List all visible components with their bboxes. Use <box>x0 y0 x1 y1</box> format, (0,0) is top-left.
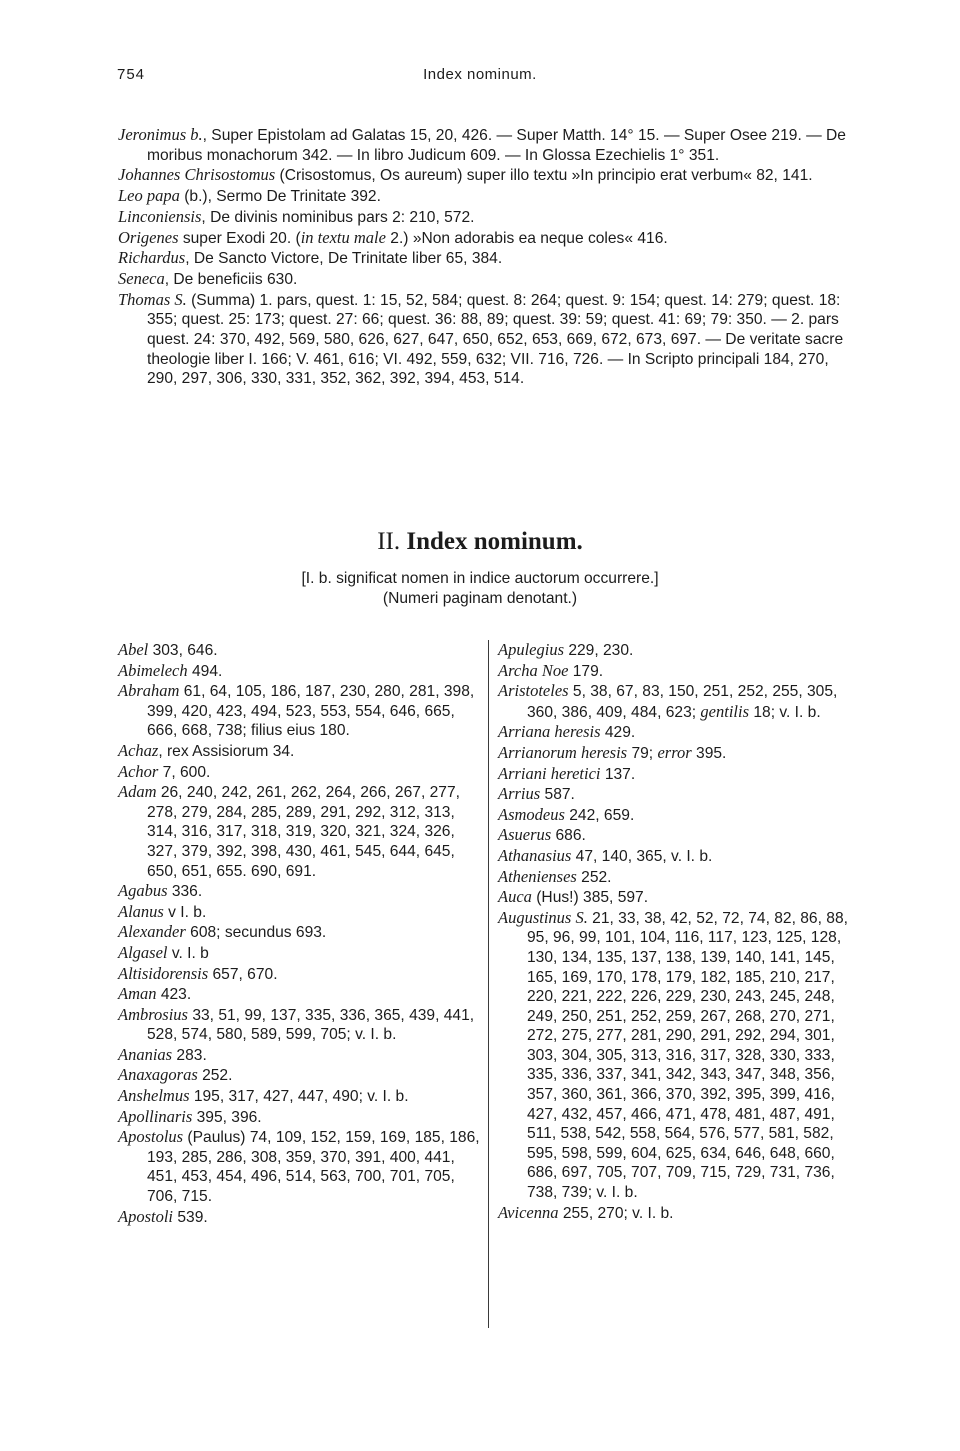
index-entry <box>118 1127 480 1206</box>
index-entry-references: 242, 659. <box>564 806 635 824</box>
index-entry <box>118 902 480 923</box>
section-heading: Index nominum. <box>406 528 583 555</box>
index-entry-name: Auca <box>498 887 532 907</box>
index-entry-references: 283. <box>172 1046 207 1064</box>
index-entry <box>498 846 858 867</box>
index-entry <box>118 1086 480 1107</box>
index-entry-references: , rex Assisiorum 34. <box>158 742 295 760</box>
index-entry-references: v I. b. <box>163 903 207 921</box>
index-entry-references: (Crisostomus, Os aureum) super illo textu »In principio erat verbum« 82, 141. <box>275 167 813 185</box>
index-entry-references: 47, 140, 365, v. I. b. <box>571 847 713 865</box>
index-entry <box>118 1207 480 1228</box>
index-entry-name: Apollinaris <box>118 1106 193 1126</box>
index-entry <box>498 722 858 743</box>
index-entry-references: 423. <box>156 986 192 1004</box>
page-number: 754 <box>117 66 146 83</box>
index-entry-references: 255, 270; v. I. b. <box>558 1204 674 1222</box>
index-entry-name: Arrius <box>498 784 541 804</box>
index-entry-name: Agabus <box>118 881 168 901</box>
index-entry-references: 252. <box>197 1067 233 1085</box>
section-title <box>0 528 960 556</box>
index-entry <box>118 943 480 964</box>
index-entry-name: Anaxagoras <box>118 1065 198 1085</box>
index-entry-name: Anshelmus <box>118 1086 190 1106</box>
author-index-continuation <box>118 125 858 389</box>
index-entry <box>118 1045 480 1066</box>
index-entry <box>498 908 858 1203</box>
index-entry-references: , De Sancto Victore, De Trinitate liber 65, 384. <box>185 250 503 268</box>
index-entry-name: Algasel <box>118 942 168 962</box>
index-entry-name: Athanasius <box>498 845 572 865</box>
index-entry-name: Thomas S. <box>118 289 187 309</box>
index-entry-name: Alexander <box>118 922 186 942</box>
index-entry <box>118 1065 480 1086</box>
column-divider <box>488 640 489 1328</box>
index-entry <box>118 881 480 902</box>
index-entry <box>118 165 858 186</box>
page-header <box>0 66 960 88</box>
index-entry <box>498 887 858 908</box>
index-entry-references: 79; <box>627 744 658 762</box>
index-entry <box>118 640 480 661</box>
index-entry <box>118 248 858 269</box>
index-entry-references-tail: 18; v. I. b. <box>749 703 821 721</box>
index-entry <box>118 207 858 228</box>
index-entry-references: 137. <box>600 765 636 783</box>
index-column-left <box>118 640 480 1227</box>
index-entry-references: 195, 317, 427, 447, 490; v. I. b. <box>189 1088 409 1106</box>
index-entry <box>498 764 858 785</box>
index-entry <box>498 825 858 846</box>
index-entry <box>498 1203 858 1224</box>
index-entry <box>118 125 858 165</box>
index-entry <box>498 681 858 722</box>
index-entry-references: , De beneficiis 630. <box>164 270 298 288</box>
section-note-line-1: [I. b. significat nomen in indice auctorum occurrere.] <box>301 570 659 587</box>
index-entry-references: 429. <box>600 724 636 742</box>
section-note-line-2: (Numeri paginam denotant.) <box>382 590 578 607</box>
index-entry-italic: in textu male <box>300 227 386 247</box>
index-entry-name: Achor <box>118 761 159 781</box>
index-entry-references: , Super Epistolam ad Galatas 15, 20, 426. — Super Matth. 14° 15. — Super Osee 219. — De moribus monachorum 342. — In libro Judicum 609. — In Glossa Ezechielis 1° 351. <box>147 127 846 164</box>
index-entry <box>118 964 480 985</box>
running-title: Index nominum. <box>423 66 537 83</box>
index-entry-references: 303, 646. <box>148 642 218 659</box>
index-entry-name: Arrianorum heresis <box>498 742 628 762</box>
index-entry-references: 179. <box>568 662 604 680</box>
index-entry-references: 33, 51, 99, 137, 335, 336, 365, 439, 441, 528, 574, 580, 589, 599, 705; v. I. b. <box>147 1006 475 1044</box>
index-entry-references: 336. <box>167 883 203 901</box>
index-entry <box>498 640 858 661</box>
index-entry-name: Asuerus <box>498 825 552 845</box>
index-entry-name: Apulegius <box>498 640 564 659</box>
index-entry-references: 5, 38, 67, 83, 150, 251, 252, 255, 305, 360, 386, 409, 484, 623; <box>527 683 838 721</box>
index-entry-name: Richardus <box>118 248 186 268</box>
index-entry <box>118 1005 480 1045</box>
index-entry <box>118 661 480 682</box>
index-entry <box>118 782 480 881</box>
section-note <box>0 569 960 609</box>
index-entry-name: Johannes Chrisostomus <box>118 165 276 185</box>
index-entry-references: 539. <box>173 1208 208 1226</box>
index-entry-name: Jeronimus b. <box>118 125 203 144</box>
index-entry-references: 494. <box>187 662 223 680</box>
index-entry-references: 686. <box>551 827 586 845</box>
index-entry-name: Adam <box>118 782 157 802</box>
index-entry-name: Asmodeus <box>498 804 565 824</box>
index-entry <box>498 867 858 888</box>
index-entry <box>118 681 480 741</box>
index-entry-name: Avicenna <box>498 1202 559 1222</box>
index-entry <box>118 922 480 943</box>
index-entry-name: Apostoli <box>118 1206 174 1226</box>
index-entry-references: (b.), Sermo De Trinitate 392. <box>179 188 381 206</box>
index-entry <box>118 1107 480 1128</box>
index-entry-references-tail: 2.) »Non adorabis ea neque coles« 416. <box>385 229 668 247</box>
index-entry <box>118 984 480 1005</box>
index-entry-references: 7, 600. <box>158 763 211 781</box>
index-entry <box>118 290 858 390</box>
index-entry-name: Ambrosius <box>118 1004 188 1024</box>
index-column-right <box>498 640 858 1223</box>
index-entry-name: Aristoteles <box>498 681 569 701</box>
index-entry-name: Achaz <box>118 740 159 760</box>
index-entry-references: (Summa) 1. pars, quest. 1: 15, 52, 584; quest. 8: 264; quest. 9: 154; quest. 14: 279; quest. 18: 355; quest. 25: 173; quest. 27: 66; quest. 36: 88, 89; quest. 39: 59; quest. 41: 69; 79: 350. — 2. pars quest. 24: 370, 492, 569, 580, 626, 627, 647, 650, 652, 653, 669, 672, 673, 697. — De veritate sacre theologie liber I. 166; V. 461, 616; VI. 492, 559, 632; VII. 716, 726. — In Scripto principali 184, 270, 290, 297, 306, 330, 331, 352, 362, 392, 394, 453, 514. <box>147 291 844 388</box>
index-entry-references: v. I. b <box>167 944 209 962</box>
index-entry-references: 587. <box>540 786 575 804</box>
index-entry <box>498 661 858 682</box>
index-entry-references: 608; secundus 693. <box>185 924 327 942</box>
index-entry-name: Altisidorensis <box>118 963 209 983</box>
index-entry-name: Origenes <box>118 227 179 247</box>
section-roman-numeral: II. <box>377 528 401 555</box>
index-entry <box>118 186 858 207</box>
index-entry-name: Seneca <box>118 268 165 288</box>
index-entry-references: , De divinis nominibus pars 2: 210, 572. <box>201 208 475 226</box>
index-entry-references: 26, 240, 242, 261, 262, 264, 266, 267, 277, 278, 279, 284, 285, 289, 291, 292, 312, 313, 314, 316, 317, 318, 319, 320, 321, 324, 326, 327, 379, 392, 398, 430, 461, 545, 644, 645, 650, 651, 655. 690, 691. <box>147 784 460 880</box>
index-entry-references: super Exodi 20. ( <box>178 229 301 247</box>
index-entry-name: Athenienses <box>498 866 577 886</box>
index-entry-name: Abimelech <box>118 660 188 680</box>
index-entry-name: Leo papa <box>118 186 180 206</box>
index-entry-italic: gentilis <box>700 701 750 721</box>
index-entry <box>118 228 858 249</box>
index-entry-name: Archa Noe <box>498 660 569 680</box>
index-entry <box>118 762 480 783</box>
index-entry-name: Apostolus <box>118 1127 184 1147</box>
index-entry-references: 61, 64, 105, 186, 187, 230, 280, 281, 398, 399, 420, 423, 494, 523, 553, 554, 646, 665, 666, 668, 738; filius eius 180. <box>147 683 475 740</box>
index-entry-references: 657, 670. <box>208 965 278 983</box>
index-entry-references: (Hus!) 385, 597. <box>531 889 649 907</box>
index-entry-name: Abraham <box>118 681 180 701</box>
index-entry-references: 229, 230. <box>564 642 634 659</box>
index-entry-name: Arriani heretici <box>498 763 601 783</box>
index-entry-references-tail: 395. <box>691 744 727 762</box>
index-entry <box>498 784 858 805</box>
index-entry <box>118 741 480 762</box>
index-entry-references: 21, 33, 38, 42, 52, 72, 74, 82, 86, 88, 95, 96, 99, 101, 104, 116, 117, 123, 125, 128, 130, 134, 135, 137, 138, 139, 140, 141, 145, 165, 169, 170, 178, 179, 182, 185, 210, 217, 220, 221, 222, 226, 229, 230, 243, 245, 248, 249, 250, 251, 252, 259, 267, 268, 270, 271, 272, 275, 277, 281, 290, 291, 292, 294, 301, 303, 304, 305, 313, 316, 317, 328, 330, 333, 335, 336, 337, 341, 342, 343, 347, 348, 356, 357, 360, 361, 366, 370, 392, 395, 399, 416, 427, 432, 457, 466, 471, 478, 481, 487, 491, 511, 538, 542, 558, 564, 576, 577, 581, 582, 595, 598, 599, 604, 625, 634, 646, 648, 660, 686, 697, 705, 707, 709, 715, 729, 731, 736, 738, 739; v. I. b. <box>527 909 848 1202</box>
index-entry-name: Ananias <box>118 1044 173 1064</box>
index-entry-name: Alanus <box>118 901 164 921</box>
index-entry-name: Linconiensis <box>118 206 202 226</box>
index-entry-references: 252. <box>576 868 612 886</box>
index-entry <box>118 269 858 290</box>
index-entry-name: Abel <box>118 640 149 659</box>
index-entry <box>498 743 858 764</box>
index-entry-name: Arriana heresis <box>498 722 601 742</box>
index-entry-references: 395, 396. <box>192 1108 262 1126</box>
index-entry-name: Aman <box>118 984 157 1004</box>
index-entry-name: Augustinus S. <box>498 907 588 927</box>
index-entry-references: (Paulus) 74, 109, 152, 159, 169, 185, 186, 193, 285, 286, 308, 359, 370, 391, 400, 441, 451, 453, 454, 496, 514, 563, 700, 701, 705, 706, 715. <box>147 1129 480 1206</box>
index-entry <box>498 805 858 826</box>
index-entry-italic: error <box>657 742 692 762</box>
